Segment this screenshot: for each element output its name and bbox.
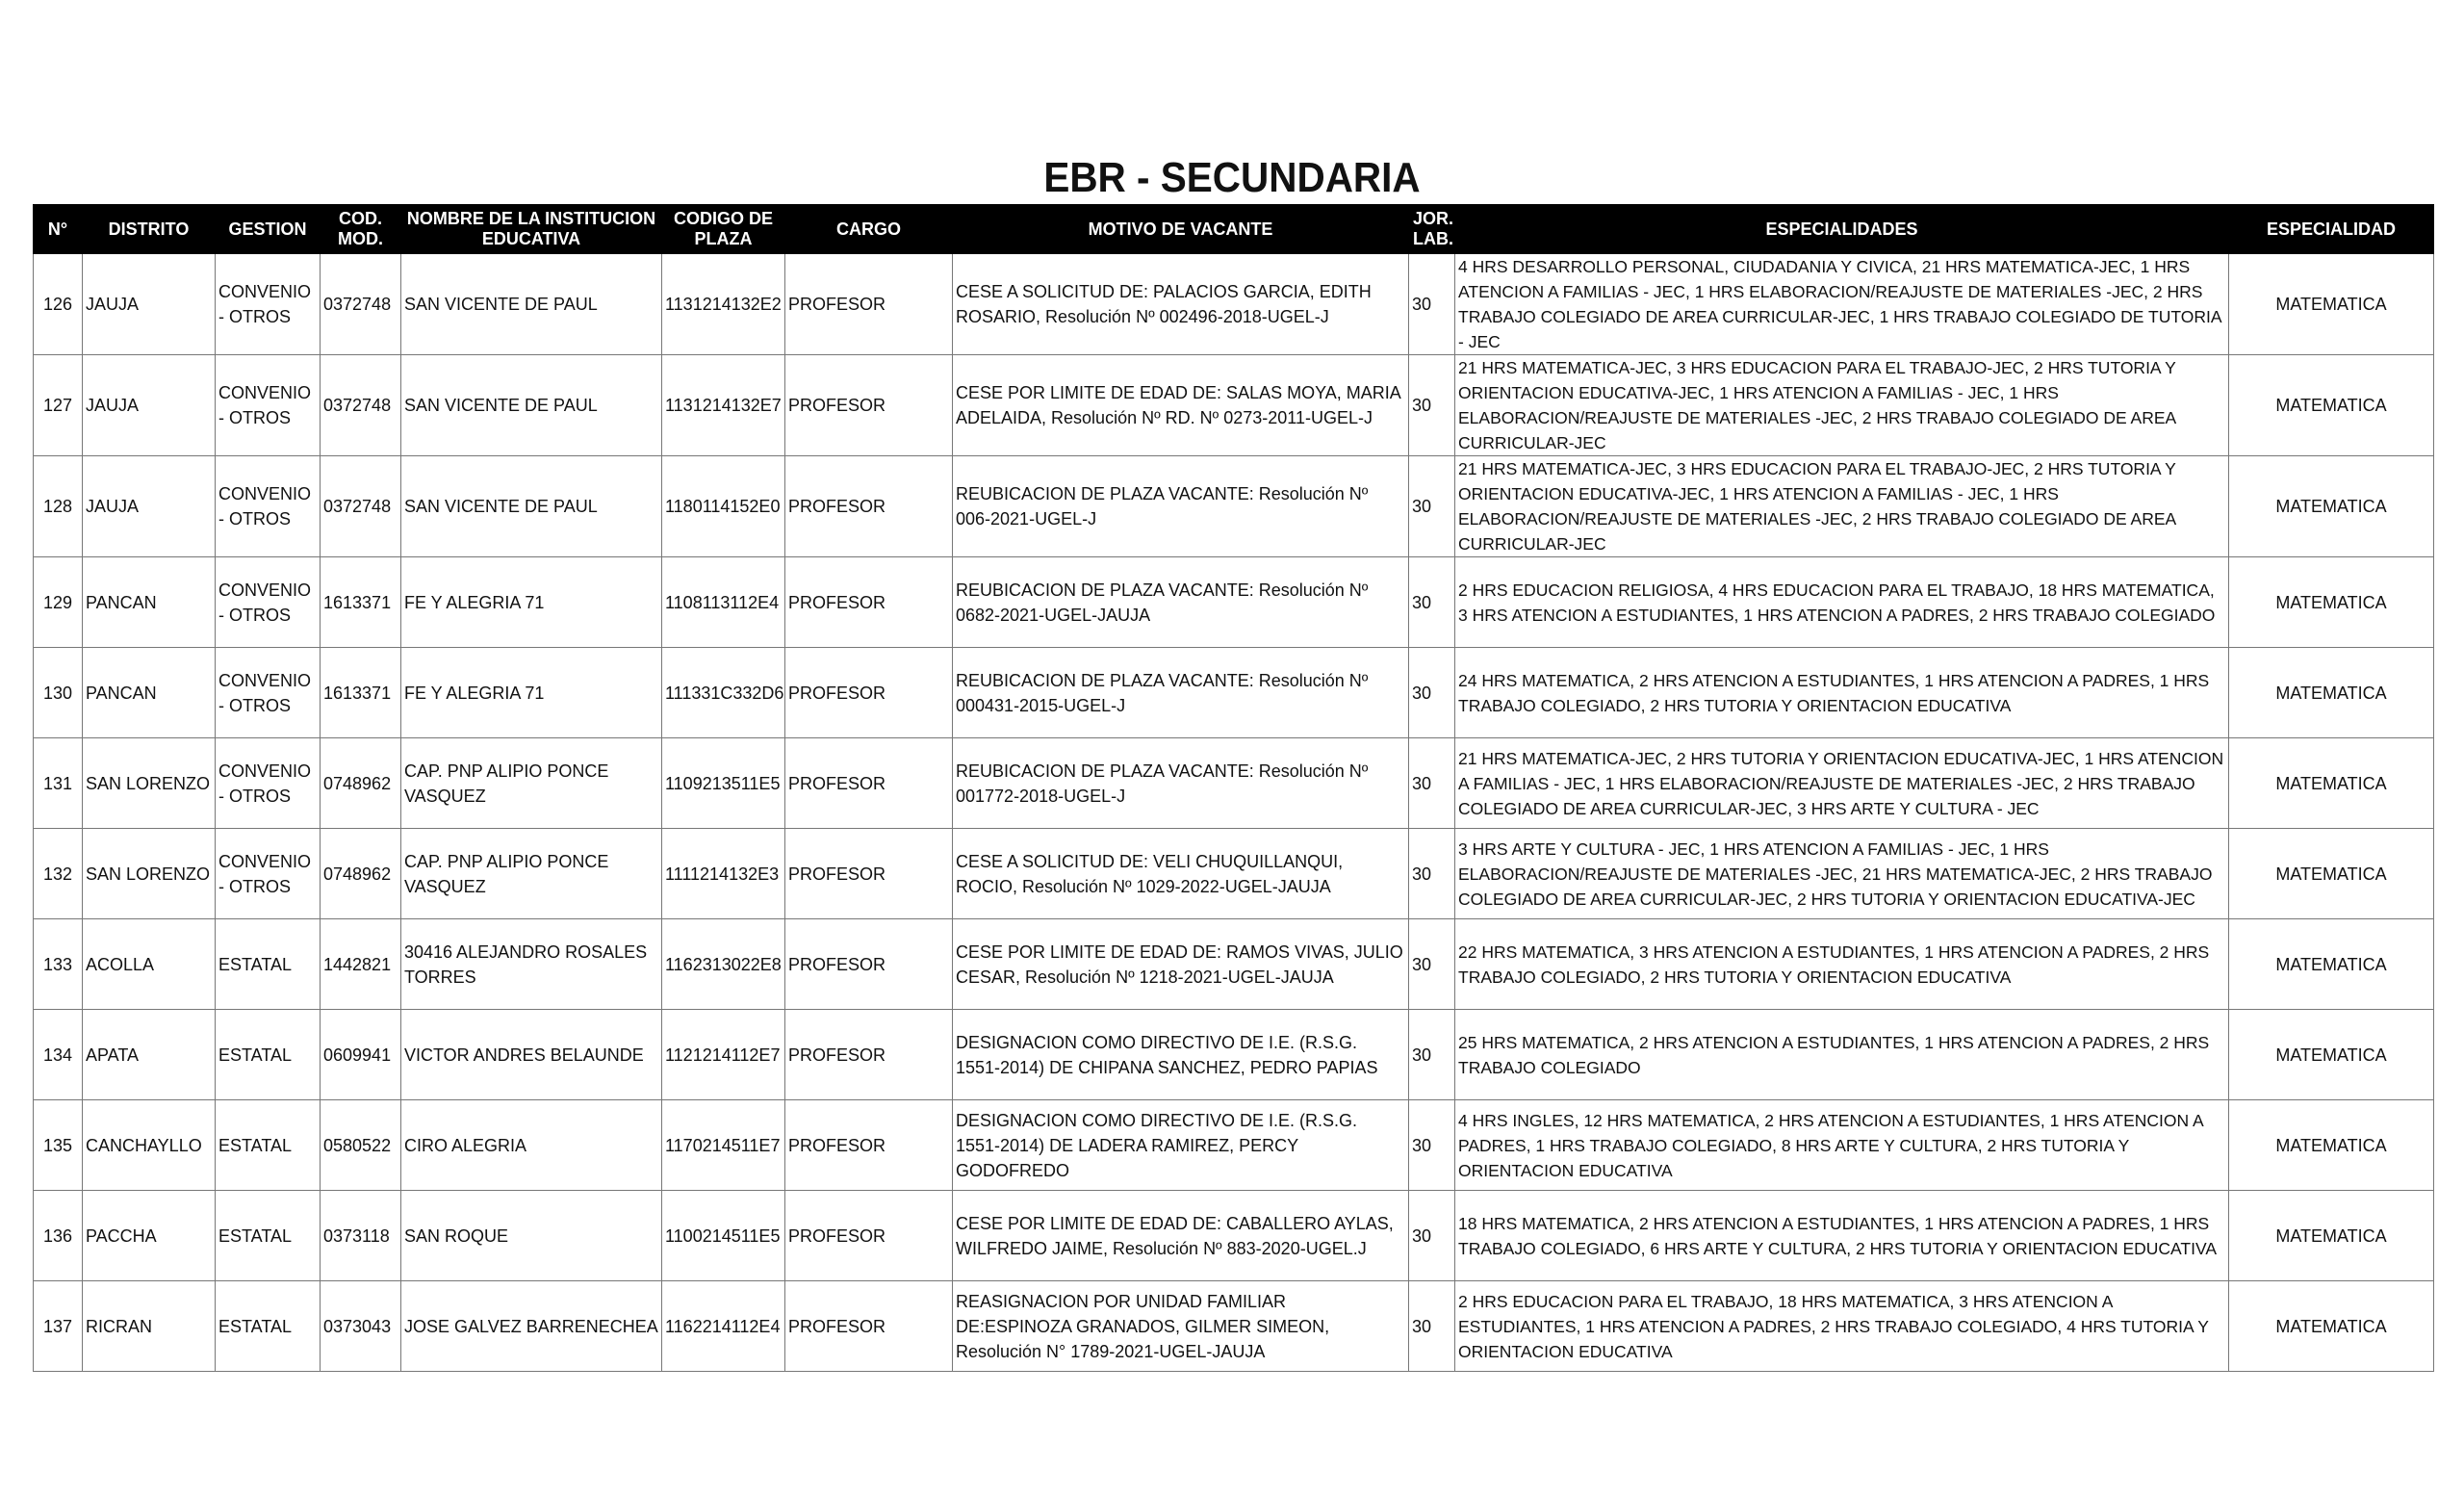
cell-distrito: SAN LORENZO [83, 829, 216, 919]
cell-n: 127 [34, 355, 83, 456]
header-gestion: GESTION [216, 205, 321, 254]
cell-gestion: CONVENIO - OTROS [216, 254, 321, 355]
cell-codigo-plaza: 1111214132E3 [662, 829, 785, 919]
cell-n: 134 [34, 1010, 83, 1100]
cell-motivo: CESE POR LIMITE DE EDAD DE: RAMOS VIVAS, JULIO CESAR, Resolución Nº 1218-2021-UGEL-JAUJA [953, 919, 1409, 1010]
cell-codigo-plaza: 1170214511E7 [662, 1100, 785, 1191]
cell-motivo: REUBICACION DE PLAZA VACANTE: Resolución Nº 001772-2018-UGEL-J [953, 738, 1409, 829]
cell-especialidades: 24 HRS MATEMATICA, 2 HRS ATENCION A ESTUDIANTES, 1 HRS ATENCION A PADRES, 1 HRS TRABAJO COLEGIADO, 2 HRS TUTORIA Y ORIENTACION EDUCATIVA [1455, 648, 2229, 738]
cell-cod-mod: 1613371 [321, 557, 401, 648]
cell-distrito: ACOLLA [83, 919, 216, 1010]
cell-cod-mod: 0580522 [321, 1100, 401, 1191]
cell-cod-mod: 0373043 [321, 1281, 401, 1372]
cell-nombre: SAN VICENTE DE PAUL [401, 355, 662, 456]
cell-especialidades: 2 HRS EDUCACION PARA EL TRABAJO, 18 HRS MATEMATICA, 3 HRS ATENCION A ESTUDIANTES, 1 HRS ATENCION A PADRES, 2 HRS TRABAJO COLEGIADO, 4 HRS TUTORIA Y ORIENTACION EDUCATIVA [1455, 1281, 2229, 1372]
cell-motivo: REUBICACION DE PLAZA VACANTE: Resolución Nº 0682-2021-UGEL-JAUJA [953, 557, 1409, 648]
header-especialidad: ESPECIALIDAD [2229, 205, 2434, 254]
cell-especialidad: MATEMATICA [2229, 254, 2434, 355]
cell-n: 131 [34, 738, 83, 829]
table-row [34, 1100, 2434, 1191]
cell-nombre: SAN VICENTE DE PAUL [401, 456, 662, 557]
cell-n: 136 [34, 1191, 83, 1281]
cell-cod-mod: 0748962 [321, 738, 401, 829]
table-row [34, 1010, 2434, 1100]
cell-jor: 30 [1409, 355, 1455, 456]
cell-jor: 30 [1409, 1281, 1455, 1372]
cell-especialidades: 2 HRS EDUCACION RELIGIOSA, 4 HRS EDUCACION PARA EL TRABAJO, 18 HRS MATEMATICA, 3 HRS ATENCION A ESTUDIANTES, 1 HRS ATENCION A PADRES, 2 HRS TRABAJO COLEGIADO [1455, 557, 2229, 648]
cell-especialidades: 3 HRS ARTE Y CULTURA - JEC, 1 HRS ATENCION A FAMILIAS - JEC, 1 HRS ELABORACION/REAJUSTE DE MATERIALES -JEC, 21 HRS MATEMATICA-JEC, 2 HRS TRABAJO COLEGIADO DE AREA CURRICULAR-JEC, 2 HRS TUTORIA Y ORIENTACION EDUCATIVA-JEC [1455, 829, 2229, 919]
cell-nombre: SAN ROQUE [401, 1191, 662, 1281]
cell-cargo: PROFESOR [785, 254, 953, 355]
cell-gestion: ESTATAL [216, 1191, 321, 1281]
cell-especialidad: MATEMATICA [2229, 1010, 2434, 1100]
cell-especialidades: 21 HRS MATEMATICA-JEC, 2 HRS TUTORIA Y ORIENTACION EDUCATIVA-JEC, 1 HRS ATENCION A FAMILIAS - JEC, 1 HRS ELABORACION/REAJUSTE DE MATERIALES -JEC, 2 HRS TRABAJO COLEGIADO DE AREA CURRICULAR-JEC, 3 HRS ARTE Y CULTURA - JEC [1455, 738, 2229, 829]
cell-cod-mod: 0373118 [321, 1191, 401, 1281]
cell-codigo-plaza: 1108113112E4 [662, 557, 785, 648]
cell-n: 128 [34, 456, 83, 557]
header-cargo: CARGO [785, 205, 953, 254]
table-row [34, 254, 2434, 355]
table-row [34, 919, 2434, 1010]
cell-distrito: RICRAN [83, 1281, 216, 1372]
cell-cod-mod: 0748962 [321, 829, 401, 919]
table-row [34, 557, 2434, 648]
cell-n: 126 [34, 254, 83, 355]
cell-n: 130 [34, 648, 83, 738]
cell-distrito: PANCAN [83, 648, 216, 738]
cell-gestion: CONVENIO - OTROS [216, 456, 321, 557]
cell-codigo-plaza: 1131214132E2 [662, 254, 785, 355]
table-row [34, 456, 2434, 557]
cell-distrito: APATA [83, 1010, 216, 1100]
cell-gestion: CONVENIO - OTROS [216, 738, 321, 829]
cell-cargo: PROFESOR [785, 355, 953, 456]
table-body [34, 254, 2434, 1372]
cell-cargo: PROFESOR [785, 1191, 953, 1281]
cell-motivo: REASIGNACION POR UNIDAD FAMILIAR DE:ESPINOZA GRANADOS, GILMER SIMEON, Resolución N° 1789-2021-UGEL-JAUJA [953, 1281, 1409, 1372]
cell-nombre: JOSE GALVEZ BARRENECHEA [401, 1281, 662, 1372]
cell-especialidad: MATEMATICA [2229, 648, 2434, 738]
cell-especialidades: 4 HRS INGLES, 12 HRS MATEMATICA, 2 HRS ATENCION A ESTUDIANTES, 1 HRS ATENCION A PADRES, 1 HRS TRABAJO COLEGIADO, 8 HRS ARTE Y CULTURA, 2 HRS TUTORIA Y ORIENTACION EDUCATIVA [1455, 1100, 2229, 1191]
cell-gestion: CONVENIO - OTROS [216, 557, 321, 648]
cell-nombre: FE Y ALEGRIA 71 [401, 648, 662, 738]
cell-especialidades: 22 HRS MATEMATICA, 3 HRS ATENCION A ESTUDIANTES, 1 HRS ATENCION A PADRES, 2 HRS TRABAJO COLEGIADO, 2 HRS TUTORIA Y ORIENTACION EDUCATIVA [1455, 919, 2229, 1010]
cell-nombre: CAP. PNP ALIPIO PONCE VASQUEZ [401, 829, 662, 919]
cell-distrito: JAUJA [83, 254, 216, 355]
header-jor: JOR. LAB. [1409, 205, 1455, 254]
cell-n: 137 [34, 1281, 83, 1372]
cell-cod-mod: 0372748 [321, 456, 401, 557]
cell-codigo-plaza: 111331C332D6 [662, 648, 785, 738]
cell-gestion: CONVENIO - OTROS [216, 648, 321, 738]
cell-nombre: FE Y ALEGRIA 71 [401, 557, 662, 648]
table-row [34, 738, 2434, 829]
cell-especialidades: 21 HRS MATEMATICA-JEC, 3 HRS EDUCACION PARA EL TRABAJO-JEC, 2 HRS TUTORIA Y ORIENTACION EDUCATIVA-JEC, 1 HRS ATENCION A FAMILIAS - JEC, 1 HRS ELABORACION/REAJUSTE DE MATERIALES -JEC, 2 HRS TRABAJO COLEGIADO DE AREA CURRICULAR-JEC [1455, 355, 2229, 456]
cell-nombre: CAP. PNP ALIPIO PONCE VASQUEZ [401, 738, 662, 829]
cell-n: 135 [34, 1100, 83, 1191]
cell-codigo-plaza: 1109213511E5 [662, 738, 785, 829]
cell-cod-mod: 1442821 [321, 919, 401, 1010]
table-header-row [34, 205, 2434, 254]
table-row [34, 829, 2434, 919]
cell-distrito: JAUJA [83, 355, 216, 456]
cell-especialidades: 25 HRS MATEMATICA, 2 HRS ATENCION A ESTUDIANTES, 1 HRS ATENCION A PADRES, 2 HRS TRABAJO COLEGIADO [1455, 1010, 2229, 1100]
cell-motivo: DESIGNACION COMO DIRECTIVO DE I.E. (R.S.G. 1551-2014) DE CHIPANA SANCHEZ, PEDRO PAPIAS [953, 1010, 1409, 1100]
cell-especialidad: MATEMATICA [2229, 738, 2434, 829]
cell-cod-mod: 1613371 [321, 648, 401, 738]
cell-jor: 30 [1409, 557, 1455, 648]
cell-cod-mod: 0609941 [321, 1010, 401, 1100]
cell-especialidad: MATEMATICA [2229, 1191, 2434, 1281]
cell-distrito: JAUJA [83, 456, 216, 557]
header-codigo-plaza: CODIGO DE PLAZA [662, 205, 785, 254]
cell-cargo: PROFESOR [785, 648, 953, 738]
page-title: EBR - SECUNDARIA [1043, 154, 1421, 201]
cell-gestion: CONVENIO - OTROS [216, 829, 321, 919]
cell-codigo-plaza: 1131214132E7 [662, 355, 785, 456]
cell-codigo-plaza: 1162214112E4 [662, 1281, 785, 1372]
cell-cargo: PROFESOR [785, 829, 953, 919]
cell-cargo: PROFESOR [785, 1010, 953, 1100]
cell-especialidad: MATEMATICA [2229, 557, 2434, 648]
cell-especialidad: MATEMATICA [2229, 1100, 2434, 1191]
vacancy-table [33, 204, 2434, 1372]
cell-especialidad: MATEMATICA [2229, 919, 2434, 1010]
cell-codigo-plaza: 1121214112E7 [662, 1010, 785, 1100]
cell-motivo: CESE POR LIMITE DE EDAD DE: SALAS MOYA, MARIA ADELAIDA, Resolución Nº RD. Nº 0273-2011-UGEL-J [953, 355, 1409, 456]
cell-codigo-plaza: 1180114152E0 [662, 456, 785, 557]
header-especialidades: ESPECIALIDADES [1455, 205, 2229, 254]
cell-codigo-plaza: 1100214511E5 [662, 1191, 785, 1281]
table-row [34, 1191, 2434, 1281]
cell-jor: 30 [1409, 1191, 1455, 1281]
cell-distrito: PACCHA [83, 1191, 216, 1281]
header-nombre: NOMBRE DE LA INSTITUCION EDUCATIVA [401, 205, 662, 254]
cell-jor: 30 [1409, 1100, 1455, 1191]
header-motivo: MOTIVO DE VACANTE [953, 205, 1409, 254]
cell-motivo: REUBICACION DE PLAZA VACANTE: Resolución Nº 006-2021-UGEL-J [953, 456, 1409, 557]
cell-gestion: ESTATAL [216, 1281, 321, 1372]
cell-cod-mod: 0372748 [321, 355, 401, 456]
cell-cargo: PROFESOR [785, 919, 953, 1010]
cell-codigo-plaza: 1162313022E8 [662, 919, 785, 1010]
cell-especialidades: 18 HRS MATEMATICA, 2 HRS ATENCION A ESTUDIANTES, 1 HRS ATENCION A PADRES, 1 HRS TRABAJO COLEGIADO, 6 HRS ARTE Y CULTURA, 2 HRS TUTORIA Y ORIENTACION EDUCATIVA [1455, 1191, 2229, 1281]
cell-jor: 30 [1409, 919, 1455, 1010]
cell-especialidades: 21 HRS MATEMATICA-JEC, 3 HRS EDUCACION PARA EL TRABAJO-JEC, 2 HRS TUTORIA Y ORIENTACION EDUCATIVA-JEC, 1 HRS ATENCION A FAMILIAS - JEC, 1 HRS ELABORACION/REAJUSTE DE MATERIALES -JEC, 2 HRS TRABAJO COLEGIADO DE AREA CURRICULAR-JEC [1455, 456, 2229, 557]
cell-motivo: REUBICACION DE PLAZA VACANTE: Resolución Nº 000431-2015-UGEL-J [953, 648, 1409, 738]
cell-nombre: VICTOR ANDRES BELAUNDE [401, 1010, 662, 1100]
cell-nombre: SAN VICENTE DE PAUL [401, 254, 662, 355]
cell-especialidad: MATEMATICA [2229, 456, 2434, 557]
table-row [34, 648, 2434, 738]
cell-especialidad: MATEMATICA [2229, 1281, 2434, 1372]
cell-especialidades: 4 HRS DESARROLLO PERSONAL, CIUDADANIA Y CIVICA, 21 HRS MATEMATICA-JEC, 1 HRS ATENCION A FAMILIAS - JEC, 1 HRS ELABORACION/REAJUSTE DE MATERIALES -JEC, 2 HRS TRABAJO COLEGIADO DE AREA CURRICULAR-JEC, 1 HRS TRABAJO COLEGIADO DE TUTORIA - JEC [1455, 254, 2229, 355]
table-row [34, 355, 2434, 456]
cell-distrito: CANCHAYLLO [83, 1100, 216, 1191]
cell-distrito: SAN LORENZO [83, 738, 216, 829]
cell-motivo: CESE A SOLICITUD DE: VELI CHUQUILLANQUI, ROCIO, Resolución Nº 1029-2022-UGEL-JAUJA [953, 829, 1409, 919]
cell-cargo: PROFESOR [785, 738, 953, 829]
table-row [34, 1281, 2434, 1372]
cell-motivo: DESIGNACION COMO DIRECTIVO DE I.E. (R.S.G. 1551-2014) DE LADERA RAMIREZ, PERCY GODOFREDO [953, 1100, 1409, 1191]
cell-cargo: PROFESOR [785, 456, 953, 557]
cell-motivo: CESE POR LIMITE DE EDAD DE: CABALLERO AYLAS, WILFREDO JAIME, Resolución Nº 883-2020-UGEL.J [953, 1191, 1409, 1281]
cell-jor: 30 [1409, 829, 1455, 919]
cell-jor: 30 [1409, 254, 1455, 355]
cell-n: 133 [34, 919, 83, 1010]
cell-gestion: ESTATAL [216, 919, 321, 1010]
cell-cargo: PROFESOR [785, 557, 953, 648]
cell-nombre: 30416 ALEJANDRO ROSALES TORRES [401, 919, 662, 1010]
cell-n: 132 [34, 829, 83, 919]
cell-gestion: ESTATAL [216, 1100, 321, 1191]
header-distrito: DISTRITO [83, 205, 216, 254]
cell-motivo: CESE A SOLICITUD DE: PALACIOS GARCIA, EDITH ROSARIO, Resolución Nº 002496-2018-UGEL-J [953, 254, 1409, 355]
cell-n: 129 [34, 557, 83, 648]
cell-especialidad: MATEMATICA [2229, 829, 2434, 919]
cell-jor: 30 [1409, 648, 1455, 738]
cell-cod-mod: 0372748 [321, 254, 401, 355]
header-cod-mod: COD. MOD. [321, 205, 401, 254]
cell-jor: 30 [1409, 456, 1455, 557]
cell-gestion: CONVENIO - OTROS [216, 355, 321, 456]
header-n: N° [34, 205, 83, 254]
cell-cargo: PROFESOR [785, 1100, 953, 1191]
cell-distrito: PANCAN [83, 557, 216, 648]
cell-cargo: PROFESOR [785, 1281, 953, 1372]
cell-jor: 30 [1409, 1010, 1455, 1100]
cell-nombre: CIRO ALEGRIA [401, 1100, 662, 1191]
cell-jor: 30 [1409, 738, 1455, 829]
cell-especialidad: MATEMATICA [2229, 355, 2434, 456]
cell-gestion: ESTATAL [216, 1010, 321, 1100]
